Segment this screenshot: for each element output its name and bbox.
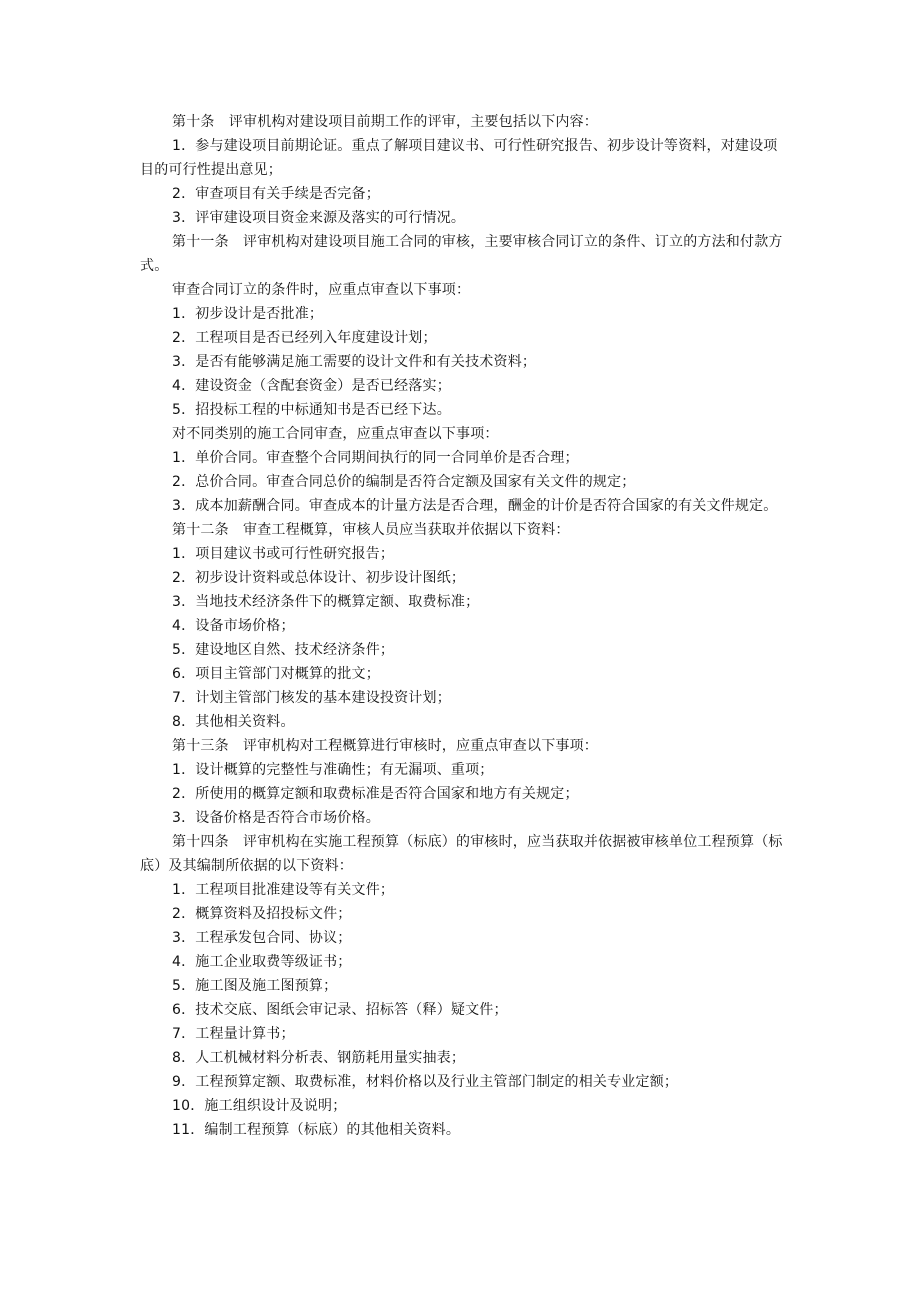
list-item: 3．是否有能够满足施工需要的设计文件和有关技术资料；	[172, 354, 537, 370]
list-item: 1．参与建设项目前期论证。重点了解项目建议书、可行性研究报告、初步设计等资料，对建设项目的可行性提出意见；	[140, 138, 778, 178]
list-item: 1．单价合同。审查整个合同期间执行的同一合同单价是否合理；	[172, 450, 579, 466]
article-10-heading: 第十条 评审机构对建设项目前期工作的评审，主要包括以下内容：	[172, 114, 598, 130]
list-item: 8．其他相关资料。	[172, 714, 295, 730]
list-item: 8．人工机械材料分析表、钢筋耗用量实抽表；	[172, 1050, 466, 1066]
list-item: 4．建设资金（含配套资金）是否已经落实；	[172, 378, 451, 394]
list-item: 5．招投标工程的中标通知书是否已经下达。	[172, 402, 451, 418]
list-item: 3．当地技术经济条件下的概算定额、取费标准；	[172, 594, 480, 610]
article-11-heading: 第十一条 评审机构对建设项目施工合同的审核，主要审核合同订立的条件、订立的方法和付款方式。	[140, 234, 783, 274]
list-item: 5．施工图及施工图预算；	[172, 978, 338, 994]
sub-heading: 审查合同订立的条件时，应重点审查以下事项：	[172, 282, 471, 298]
list-item: 1．初步设计是否批准；	[172, 306, 324, 322]
list-item: 2．所使用的概算定额和取费标准是否符合国家和地方有关规定；	[172, 786, 579, 802]
list-item: 2．工程项目是否已经列入年度建设计划；	[172, 330, 437, 346]
list-item: 7．计划主管部门核发的基本建设投资计划；	[172, 690, 451, 706]
list-item: 1．工程项目批准建设等有关文件；	[172, 882, 395, 898]
list-item: 6．项目主管部门对概算的批文；	[172, 666, 380, 682]
list-item: 7．工程量计算书；	[172, 1026, 295, 1042]
list-item: 3．工程承发包合同、协议；	[172, 930, 352, 946]
list-item: 4．施工企业取费等级证书；	[172, 954, 352, 970]
list-item: 11．编制工程预算（标底）的其他相关资料。	[172, 1122, 461, 1138]
list-item: 1．项目建议书或可行性研究报告；	[172, 546, 395, 562]
article-14-heading: 第十四条 评审机构在实施工程预算（标底）的审核时，应当获取并依据被审核单位工程预算（标底）及其编制所依据的以下资料：	[140, 834, 783, 874]
list-item: 2．概算资料及招投标文件；	[172, 906, 352, 922]
list-item: 3．成本加薪酬合同。审查成本的计量方法是否合理，酬金的计价是否符合国家的有关文件规定。	[172, 498, 778, 514]
article-13-heading: 第十三条 评审机构对工程概算进行审核时，应重点审查以下事项：	[172, 738, 598, 754]
list-item: 4．设备市场价格；	[172, 618, 295, 634]
list-item: 2．审查项目有关手续是否完备；	[172, 186, 380, 202]
list-item: 3．评审建设项目资金来源及落实的可行情况。	[172, 210, 466, 226]
list-item: 2．总价合同。审查合同总价的编制是否符合定额及国家有关文件的规定；	[172, 474, 636, 490]
list-item: 6．技术交底、图纸会审记录、招标答（释）疑文件；	[172, 1002, 508, 1018]
list-item: 5．建设地区自然、技术经济条件；	[172, 642, 395, 658]
sub-heading: 对不同类别的施工合同审查，应重点审查以下事项：	[172, 426, 499, 442]
list-item: 9．工程预算定额、取费标准，材料价格以及行业主管部门制定的相关专业定额；	[172, 1074, 679, 1090]
list-item: 1．设计概算的完整性与准确性；有无漏项、重项；	[172, 762, 494, 778]
article-12-heading: 第十二条 审查工程概算，审核人员应当获取并依据以下资料：	[172, 522, 570, 538]
list-item: 10．施工组织设计及说明；	[172, 1098, 347, 1114]
list-item: 2．初步设计资料或总体设计、初步设计图纸；	[172, 570, 466, 586]
list-item: 3．设备价格是否符合市场价格。	[172, 810, 380, 826]
